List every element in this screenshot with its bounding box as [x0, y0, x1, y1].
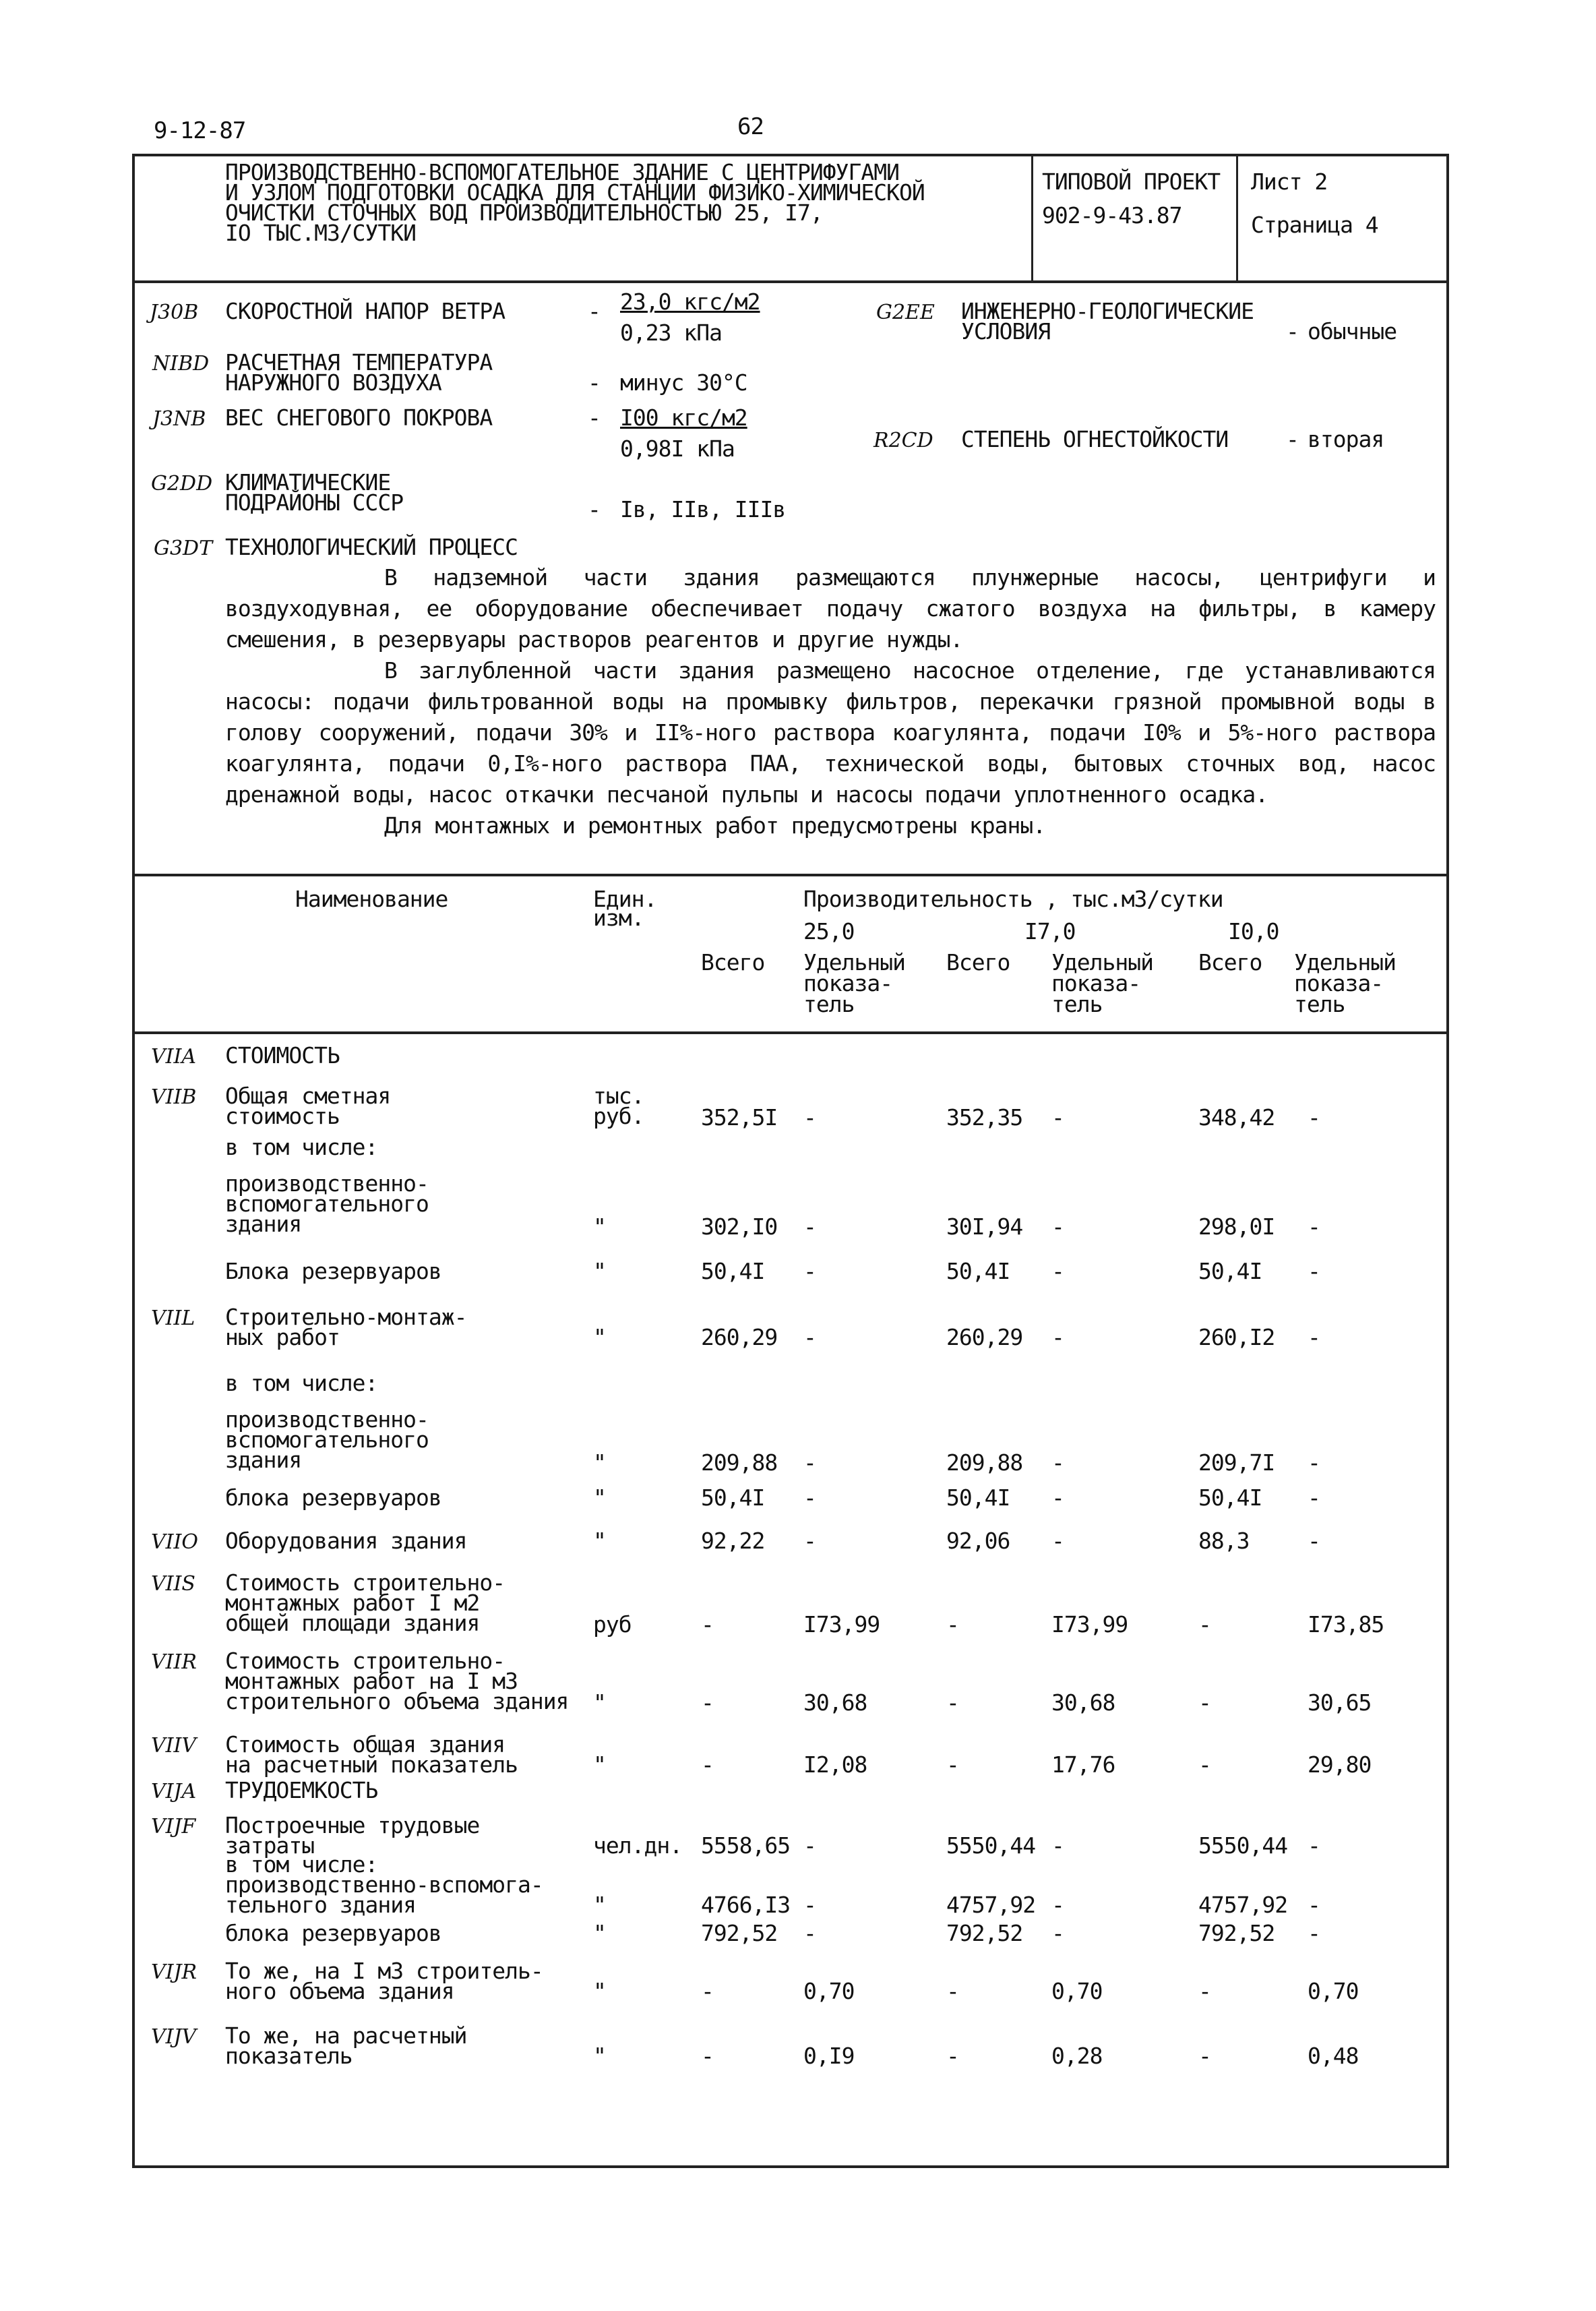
row-value: 29,80 — [1308, 1751, 1372, 1778]
row-code: VIIB — [151, 1085, 197, 1109]
specific-header-line: Удельный — [1051, 949, 1153, 976]
total-header: Всего — [1198, 949, 1262, 976]
specific-header-line: показа- — [803, 970, 893, 996]
snow-value-1: I00 кгс/м2 — [620, 404, 747, 431]
capacity-17: I7,0 — [1024, 918, 1076, 944]
dash: - — [588, 404, 601, 431]
geo-value: обычные — [1308, 318, 1397, 344]
climate-value: Iв, IIв, IIIв — [620, 496, 786, 522]
row-value: - — [701, 1751, 714, 1778]
dash: - — [588, 298, 601, 324]
frame-right — [1446, 154, 1449, 2168]
row-unit: руб — [593, 1611, 632, 1638]
row-value: - — [1051, 1892, 1064, 1918]
row-value: - — [1308, 1258, 1320, 1284]
capacity-25: 25,0 — [803, 918, 855, 944]
row-value: - — [1198, 2043, 1211, 2069]
row-value: 302,I0 — [701, 1213, 778, 1240]
code-process: G3DT — [154, 537, 213, 560]
row-value: 792,52 — [1198, 1920, 1275, 1946]
specific-header-line: показа- — [1051, 970, 1141, 996]
total-header: Всего — [946, 949, 1010, 976]
header-bottom-line — [132, 280, 1449, 283]
row-value: - — [803, 1449, 816, 1476]
row-name: блока резервуаров — [225, 1920, 441, 1946]
row-value: - — [1051, 1528, 1064, 1554]
row-value: - — [803, 1324, 816, 1350]
row-name: вспомогательного — [225, 1191, 429, 1217]
geo-label-1: ИНЖЕНЕРНО-ГЕОЛОГИЧЕСКИЕ — [961, 298, 1254, 324]
process-paragraph-2: В заглубленной части здания размещено насосное отделение, где устанавливаются насосы: подачи фильтрованной воды на промывку фильтров, перекачки грязной промывной воды в голову сооружений, подачи 30% и II%-ного раствора коагулянта, подачи I0% и 5%-ного раствора коагулянта, подачи 0,I%-ного раствора ПАА, технической воды, бытовых сточных вод, насос дренажной воды, насос откачки песчаной пульпы и насосы подачи уплотненного осадка. — [225, 657, 1436, 808]
frame-left — [132, 154, 135, 2168]
row-name: в том числе: — [225, 1851, 378, 1878]
process-paragraph-1: В надземной части здания размещаются плунжерные насосы, центрифуги и воздуходувная, ее оборудование обеспечивает подачу сжатого воздуха на фильтры, в камеру смешения, в резервуары растворов реагентов и другие нужды. — [225, 564, 1436, 653]
title-line-1: ПРОИЗВОДСТВЕННО-ВСПОМОГАТЕЛЬНОЕ ЗДАНИЕ С ЦЕНТРИФУГАМИ — [225, 159, 899, 185]
specific-header-line: тель — [1294, 991, 1345, 1017]
row-value: 30,65 — [1308, 1689, 1372, 1716]
row-name: производственно- — [225, 1406, 429, 1433]
row-value: - — [803, 1104, 816, 1131]
title-line-2: И УЗЛОМ ПОДГОТОВКИ ОСАДКА ДЛЯ СТАНЦИИ ФИЗИКО-ХИМИЧЕСКОЙ — [225, 179, 925, 206]
row-value: 348,42 — [1198, 1104, 1275, 1131]
total-header: Всего — [701, 949, 765, 976]
row-value: - — [946, 1689, 959, 1716]
row-value: 260,I2 — [1198, 1324, 1275, 1350]
row-name: вспомогательного — [225, 1427, 429, 1453]
row-value: - — [803, 1832, 816, 1859]
row-value: - — [1198, 1689, 1211, 1716]
row-name: здания — [225, 1447, 302, 1473]
row-value: 88,3 — [1198, 1528, 1250, 1554]
row-unit: " — [593, 1689, 606, 1716]
row-code: VIJF — [151, 1815, 196, 1838]
project-label: ТИПОВОЙ ПРОЕКТ — [1042, 169, 1221, 195]
row-unit: " — [593, 1484, 606, 1511]
row-name: Стоимость строительно- — [225, 1569, 505, 1596]
code-wind: J30B — [150, 301, 199, 324]
row-value: 352,35 — [946, 1104, 1023, 1131]
row-value: 209,88 — [946, 1449, 1023, 1476]
code-geo: G2EE — [876, 301, 935, 324]
dash: - — [1286, 318, 1299, 344]
process-title: ТЕХНОЛОГИЧЕСКИЙ ПРОЦЕСС — [225, 534, 518, 560]
row-name: ных работ — [225, 1324, 340, 1350]
row-unit: руб. — [593, 1103, 644, 1129]
row-unit: " — [593, 1892, 606, 1918]
row-value: 0,70 — [803, 1978, 855, 2004]
row-value: 4757,92 — [946, 1892, 1036, 1918]
row-value: 50,4I — [946, 1258, 1010, 1284]
row-value: 792,52 — [701, 1920, 778, 1946]
row-name: блока резервуаров — [225, 1484, 441, 1511]
row-value: 260,29 — [701, 1324, 778, 1350]
row-value: 5550,44 — [946, 1832, 1036, 1859]
row-name: стоимость — [225, 1103, 340, 1129]
row-value: - — [701, 2043, 714, 2069]
row-value: - — [1051, 1484, 1064, 1511]
row-name: производственно- — [225, 1170, 429, 1197]
process-text — [225, 562, 1436, 841]
row-name: затраты — [225, 1832, 315, 1859]
row-value: 209,88 — [701, 1449, 778, 1476]
row-name: То же, на расчетный — [225, 2022, 467, 2049]
specific-header-line: показа- — [1294, 970, 1384, 996]
row-unit: " — [593, 1920, 606, 1946]
row-name: Стоимость общая здания — [225, 1731, 505, 1758]
project-number: 902-9-43.87 — [1042, 202, 1182, 229]
row-unit: " — [593, 1978, 606, 2004]
row-value: 4757,92 — [1198, 1892, 1288, 1918]
row-code: VIJR — [151, 1960, 197, 1984]
row-code: VIIR — [151, 1650, 197, 1674]
row-name: в том числе: — [225, 1134, 378, 1160]
row-value: 50,4I — [946, 1484, 1010, 1511]
row-value: 17,76 — [1051, 1751, 1115, 1778]
capacity-10: I0,0 — [1228, 918, 1279, 944]
row-value: 5558,65 — [701, 1832, 791, 1859]
row-code: VIIV — [151, 1734, 197, 1758]
row-value: 5550,44 — [1198, 1832, 1288, 1859]
capacity-header: Производительность , тыс.м3/сутки — [803, 886, 1223, 912]
row-unit: чел.дн. — [593, 1832, 683, 1859]
col-unit-header-2: изм. — [593, 905, 644, 931]
specific-header-line: тель — [803, 991, 855, 1017]
row-value: - — [701, 1978, 714, 2004]
specific-header-line: тель — [1051, 991, 1103, 1017]
row-value: I73,99 — [803, 1611, 880, 1638]
table-header-bottom-line — [132, 1031, 1449, 1034]
title-line-3: ОЧИСТКИ СТОЧНЫХ ВОД ПРОИЗВОДИТЕЛЬНОСТЬЮ 25, I7, — [225, 200, 823, 226]
geo-label-2: УСЛОВИЯ — [961, 318, 1051, 344]
row-unit: " — [593, 1751, 606, 1778]
row-code: VIIS — [151, 1572, 195, 1596]
row-value: - — [1198, 1751, 1211, 1778]
row-value: - — [803, 1484, 816, 1511]
row-value: - — [1051, 1920, 1064, 1946]
row-value: 298,0I — [1198, 1213, 1275, 1240]
row-value: - — [1308, 1528, 1320, 1554]
row-value: 260,29 — [946, 1324, 1023, 1350]
code-climate: G2DD — [151, 472, 213, 496]
row-value: 30,68 — [1051, 1689, 1115, 1716]
row-value: - — [946, 1978, 959, 2004]
row-value: I73,85 — [1308, 1611, 1384, 1638]
wind-label: СКОРОСТНОЙ НАПОР ВЕТРА — [225, 298, 505, 324]
snow-value-2: 0,98I кПа — [620, 436, 735, 462]
climate-label-1: КЛИМАТИЧЕСКИЕ — [225, 469, 391, 496]
temp-label-2: НАРУЖНОГО ВОЗДУХА — [225, 369, 441, 396]
row-value: - — [1051, 1449, 1064, 1476]
row-value: - — [803, 1213, 816, 1240]
row-unit: " — [593, 1449, 606, 1476]
code-fire: R2CD — [873, 429, 933, 452]
row-value: 0,48 — [1308, 2043, 1359, 2069]
row-name: производственно-вспомога- — [225, 1871, 543, 1898]
fire-value: вторая — [1308, 426, 1384, 452]
dash: - — [1286, 426, 1299, 452]
row-value: 50,4I — [1198, 1484, 1262, 1511]
row-value: - — [1198, 1978, 1211, 2004]
row-value: - — [1051, 1258, 1064, 1284]
row-name: тельного здания — [225, 1892, 417, 1918]
row-value: 352,5I — [701, 1104, 778, 1131]
header-divider-1 — [1031, 154, 1033, 282]
row-value: 92,06 — [946, 1528, 1010, 1554]
row-value: - — [1051, 1324, 1064, 1350]
row-name: Общая сметная — [225, 1083, 391, 1109]
sheet-label: Лист 2 — [1251, 169, 1328, 195]
row-code: VIJA — [151, 1780, 197, 1803]
row-unit: " — [593, 1258, 606, 1284]
row-value: 50,4I — [701, 1258, 765, 1284]
specific-header-line: Удельный — [803, 949, 905, 976]
process-paragraph-3: Для монтажных и ремонтных работ предусмотрены краны. — [384, 812, 1046, 839]
row-value: 4766,I3 — [701, 1892, 791, 1918]
page-label: Страница 4 — [1251, 212, 1378, 238]
row-value: 50,4I — [1198, 1258, 1262, 1284]
row-value: - — [1308, 1104, 1320, 1131]
row-unit: " — [593, 2043, 606, 2069]
row-code: VIJV — [151, 2025, 197, 2049]
header-divider-2 — [1236, 154, 1238, 282]
row-unit: тыс. — [593, 1083, 644, 1109]
row-value: - — [946, 2043, 959, 2069]
col-unit-header-1: Един. — [593, 886, 657, 912]
code-temp: NIBD — [152, 352, 210, 376]
frame-bottom — [132, 2165, 1449, 2168]
row-value: - — [701, 1689, 714, 1716]
process-bottom-line — [132, 874, 1449, 876]
row-name: здания — [225, 1211, 302, 1237]
specific-header — [1051, 949, 1153, 1017]
temp-value: минус 30°С — [620, 369, 747, 396]
row-value: - — [803, 1528, 816, 1554]
row-value: - — [946, 1751, 959, 1778]
row-value: - — [1308, 1213, 1320, 1240]
wind-value-1: 23,0 кгс/м2 — [620, 289, 760, 315]
dash: - — [588, 369, 601, 396]
row-value: - — [803, 1892, 816, 1918]
row-name: Строительно-монтаж- — [225, 1304, 467, 1330]
row-unit: " — [593, 1324, 606, 1350]
climate-label-2: ПОДРАЙОНЫ СССР — [225, 489, 404, 516]
row-value: - — [1308, 1484, 1320, 1511]
code-snow: J3NB — [152, 407, 206, 431]
row-name: ТРУДОЕМКОСТЬ — [225, 1777, 378, 1803]
row-name: Блока резервуаров — [225, 1258, 441, 1284]
row-code: VIIL — [151, 1307, 195, 1330]
row-value: 30I,94 — [946, 1213, 1023, 1240]
row-name: в том числе: — [225, 1370, 378, 1396]
wind-value-2: 0,23 кПа — [620, 320, 722, 346]
row-name: Построечные трудовые — [225, 1812, 480, 1838]
page-number: 62 — [737, 113, 764, 140]
frame-top — [132, 154, 1449, 156]
row-name: показатель — [225, 2043, 352, 2069]
row-value: 0,70 — [1308, 1978, 1359, 2004]
row-name: монтажных работ I м2 — [225, 1590, 480, 1616]
row-value: I73,99 — [1051, 1611, 1128, 1638]
title-line-4: IO ТЫС.М3/СУТКИ — [225, 220, 417, 246]
row-value: 0,I9 — [803, 2043, 855, 2069]
row-code: VIIO — [151, 1530, 198, 1554]
specific-header-line: Удельный — [1294, 949, 1396, 976]
row-value: 30,68 — [803, 1689, 867, 1716]
row-value: - — [1308, 1449, 1320, 1476]
row-value: - — [1198, 1611, 1211, 1638]
row-unit: " — [593, 1213, 606, 1240]
row-name: Стоимость строительно- — [225, 1648, 505, 1674]
row-value: 50,4I — [701, 1484, 765, 1511]
row-value: I2,08 — [803, 1751, 867, 1778]
fire-label: СТЕПЕНЬ ОГНЕСТОЙКОСТИ — [961, 426, 1229, 452]
row-value: - — [1051, 1832, 1064, 1859]
specific-header — [803, 949, 905, 1017]
row-name: общей площади здания — [225, 1610, 480, 1636]
row-value: - — [1308, 1324, 1320, 1350]
row-value: - — [1308, 1832, 1320, 1859]
doc-number: 9-12-87 — [154, 117, 246, 144]
specific-header — [1294, 949, 1396, 1017]
row-value: 0,28 — [1051, 2043, 1103, 2069]
row-value: - — [1051, 1213, 1064, 1240]
row-value: - — [1308, 1920, 1320, 1946]
row-name: То же, на I м3 строитель- — [225, 1958, 543, 1984]
row-value: - — [946, 1611, 959, 1638]
row-code: VIIA — [151, 1045, 197, 1069]
row-name: монтажных работ на I м3 — [225, 1668, 518, 1694]
row-value: 92,22 — [701, 1528, 765, 1554]
row-name: строительного объема здания — [225, 1688, 569, 1714]
row-value: - — [701, 1611, 714, 1638]
row-value: 209,7I — [1198, 1449, 1275, 1476]
row-value: 0,70 — [1051, 1978, 1103, 2004]
row-name: Оборудования здания — [225, 1528, 467, 1554]
row-unit: " — [593, 1528, 606, 1554]
row-value: - — [1051, 1104, 1064, 1131]
snow-label: ВЕС СНЕГОВОГО ПОКРОВА — [225, 404, 493, 431]
col-name-header: Наименование — [295, 886, 448, 912]
row-value: - — [803, 1920, 816, 1946]
temp-label-1: РАСЧЕТНАЯ ТЕМПЕРАТУРА — [225, 349, 493, 376]
row-value: 792,52 — [946, 1920, 1023, 1946]
row-name: ного объема здания — [225, 1978, 454, 2004]
dash: - — [588, 496, 601, 522]
row-name: СТОИМОСТЬ — [225, 1042, 340, 1069]
row-name: на расчетный показатель — [225, 1751, 518, 1778]
row-value: - — [1308, 1892, 1320, 1918]
row-value: - — [803, 1258, 816, 1284]
